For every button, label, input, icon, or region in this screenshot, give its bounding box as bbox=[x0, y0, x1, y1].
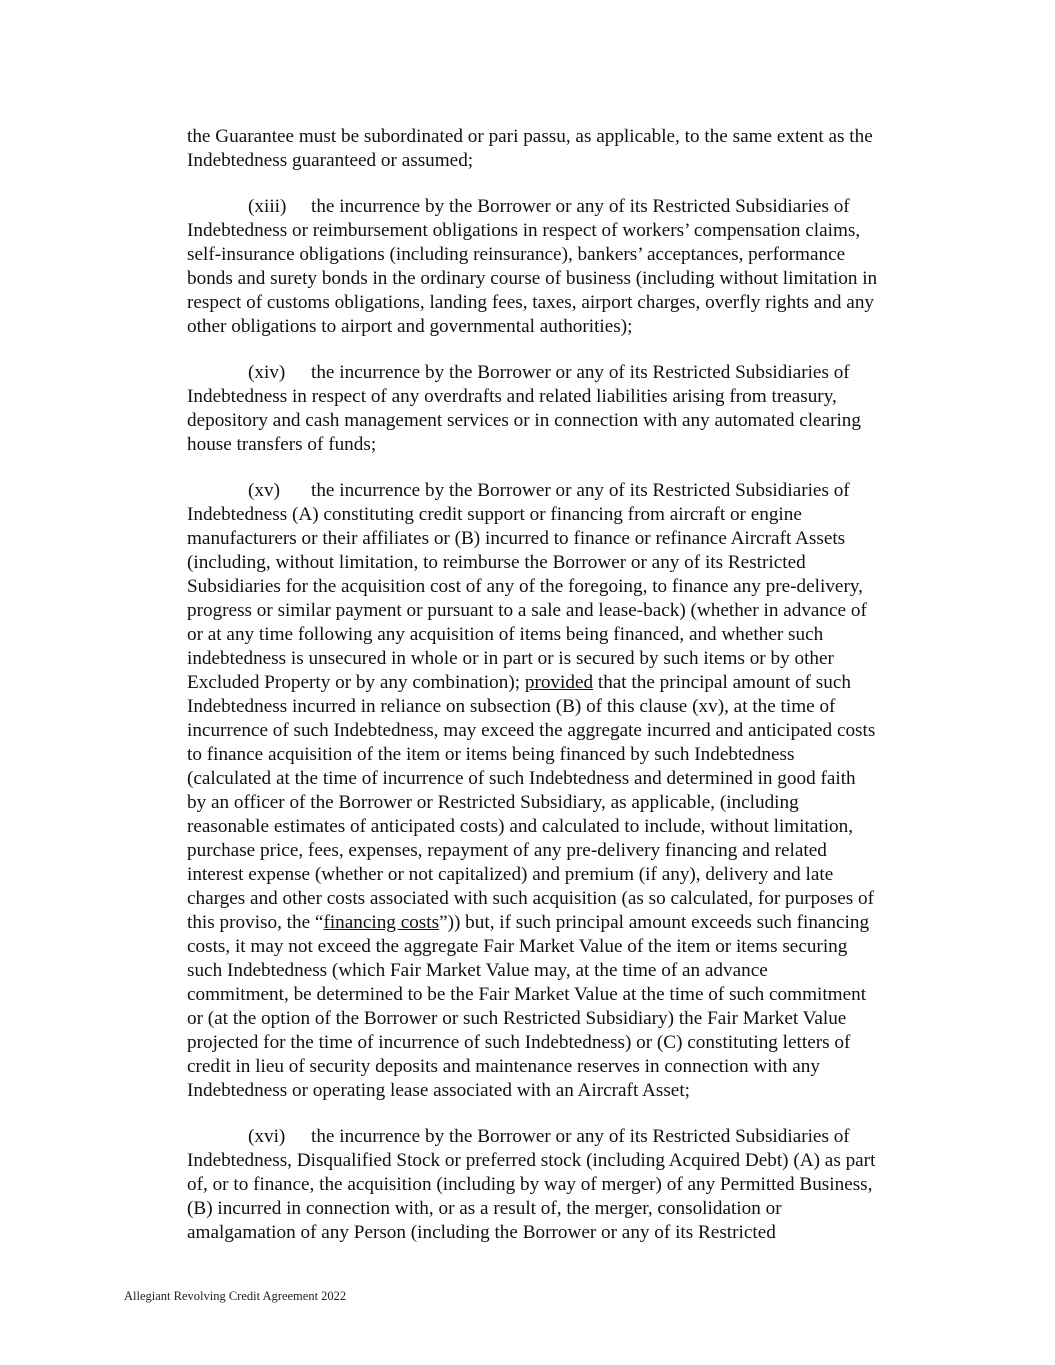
clause-label: (xv) bbox=[248, 480, 280, 501]
underlined-term-financing-costs: financing costs bbox=[323, 912, 440, 933]
text-line: self-insurance obligations (including reinsurance), bankers’ acceptances, performance bbox=[187, 244, 846, 265]
text-line-defined-term bbox=[187, 911, 937, 935]
document-body bbox=[187, 125, 937, 1267]
clause-label: (xvi) bbox=[248, 1126, 286, 1147]
text-line: Indebtedness or operating lease associated with an Aircraft Asset; bbox=[187, 1080, 690, 1101]
text-line-provided bbox=[187, 671, 937, 695]
text-line: or (at the option of the Borrower or such Restricted Subsidiary) the Fair Market Value bbox=[187, 1008, 847, 1029]
clause-first-line bbox=[187, 195, 937, 219]
text-run: the incurrence by the Borrower or any of its Restricted Subsidiaries of bbox=[311, 362, 850, 383]
text-line: other obligations to airport and governmental authorities); bbox=[187, 316, 633, 337]
text-line: Indebtedness in respect of any overdrafts and related liabilities arising from treasury, bbox=[187, 386, 837, 407]
text-line: costs, it may not exceed the aggregate Fair Market Value of the item or items securing bbox=[187, 936, 848, 957]
text-line: Subsidiaries for the acquisition cost of any of the foregoing, to finance any pre-delivery, bbox=[187, 576, 863, 597]
text-run: that the principal amount of such bbox=[593, 672, 851, 693]
clause-xv bbox=[187, 479, 937, 1103]
text-run: the incurrence by the Borrower or any of its Restricted Subsidiaries of bbox=[311, 480, 850, 501]
text-run: ”)) but, if such principal amount exceeds such financing bbox=[439, 912, 870, 933]
clause-xiii bbox=[187, 195, 937, 339]
text-line: house transfers of funds; bbox=[187, 434, 377, 455]
clause-label: (xiii) bbox=[248, 196, 287, 217]
text-line: purchase price, fees, expenses, repayment of any pre-delivery financing and related bbox=[187, 840, 827, 861]
text-line: credit in lieu of security deposits and maintenance reserves in connection with any bbox=[187, 1056, 820, 1077]
text-line: Indebtedness (A) constituting credit support or financing from aircraft or engine bbox=[187, 504, 802, 525]
text-line: (including, without limitation, to reimburse the Borrower or any of its Restricted bbox=[187, 552, 806, 573]
text-line: projected for the time of incurrence of such Indebtedness) or (C) constituting letters of bbox=[187, 1032, 851, 1053]
page-footer: Allegiant Revolving Credit Agreement 2022 bbox=[124, 1289, 347, 1303]
text-line: depository and cash management services or in connection with any automated clearing bbox=[187, 410, 861, 431]
text-run: this proviso, the “ bbox=[187, 912, 324, 933]
text-line: incurrence of such Indebtedness, may exceed the aggregate incurred and anticipated costs bbox=[187, 720, 876, 741]
paragraph-continuation bbox=[187, 125, 937, 173]
text-line: (B) incurred in connection with, or as a result of, the merger, consolidation or bbox=[187, 1198, 782, 1219]
clause-xiv bbox=[187, 361, 937, 457]
text-line: by an officer of the Borrower or Restricted Subsidiary, as applicable, (including bbox=[187, 792, 799, 813]
text-line: to finance acquisition of the item or items being financed by such Indebtedness bbox=[187, 744, 795, 765]
text-line: amalgamation of any Person (including the Borrower or any of its Restricted bbox=[187, 1222, 776, 1243]
text-run: the incurrence by the Borrower or any of its Restricted Subsidiaries of bbox=[311, 1126, 850, 1147]
text-line: respect of customs obligations, landing fees, taxes, airport charges, overfly rights and any bbox=[187, 292, 875, 313]
text-line: Indebtedness or reimbursement obligations in respect of workers’ compensation claims, bbox=[187, 220, 861, 241]
text-line: reasonable estimates of anticipated costs) and calculated to include, without limitation, bbox=[187, 816, 854, 837]
text-line: commitment, be determined to be the Fair Market Value at the time of such commitment bbox=[187, 984, 867, 1005]
text-line: bonds and surety bonds in the ordinary course of business (including without limitation in bbox=[187, 268, 878, 289]
text-line: progress or similar payment or pursuant to a sale and lease-back) (whether in advance of bbox=[187, 600, 867, 621]
text-line: Indebtedness incurred in reliance on subsection (B) of this clause (xv), at the time of bbox=[187, 696, 836, 717]
text-line: indebtedness is unsecured in whole or in part or is secured by such items or by other bbox=[187, 648, 834, 669]
clause-first-line bbox=[187, 1125, 937, 1149]
text-line: Indebtedness, Disqualified Stock or preferred stock (including Acquired Debt) (A) as part bbox=[187, 1150, 876, 1171]
clause-label: (xiv) bbox=[248, 362, 286, 383]
text-line: Indebtedness guaranteed or assumed; bbox=[187, 150, 474, 171]
text-line: or at any time following any acquisition of items being financed, and whether such bbox=[187, 624, 824, 645]
underlined-term-provided: provided bbox=[524, 672, 594, 693]
text-line: charges and other costs associated with such acquisition (as so calculated, for purposes of bbox=[187, 888, 875, 909]
clause-first-line bbox=[187, 479, 937, 503]
text-run: Excluded Property or by any combination); bbox=[187, 672, 525, 693]
text-line: the Guarantee must be subordinated or pari passu, as applicable, to the same extent as the bbox=[187, 126, 873, 147]
text-line: of, or to finance, the acquisition (including by way of merger) of any Permitted Business, bbox=[187, 1174, 873, 1195]
text-line: manufacturers or their affiliates or (B) incurred to finance or refinance Aircraft Assets bbox=[187, 528, 846, 549]
clause-first-line bbox=[187, 361, 937, 385]
clause-xvi bbox=[187, 1125, 937, 1245]
text-line: (calculated at the time of incurrence of such Indebtedness and determined in good faith bbox=[187, 768, 856, 789]
text-run: the incurrence by the Borrower or any of its Restricted Subsidiaries of bbox=[311, 196, 850, 217]
text-line: interest expense (whether or not capitalized) and premium (if any), delivery and late bbox=[187, 864, 834, 885]
text-line: such Indebtedness (which Fair Market Value may, at the time of an advance bbox=[187, 960, 768, 981]
